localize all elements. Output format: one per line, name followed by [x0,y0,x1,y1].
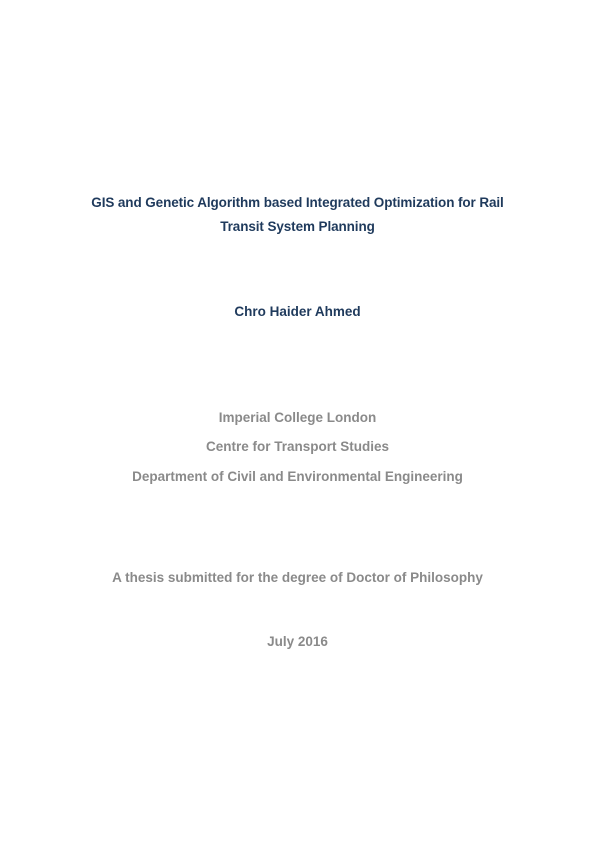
submission-date: July 2016 [267,634,328,649]
institution-name: Imperial College London [218,410,377,425]
centre-name: Centre for Transport Studies [205,439,390,454]
degree-statement: A thesis submitted for the degree of Doctor of Philosophy [112,570,483,585]
department-name: Department of Civil and Environmental Engineering [132,469,463,484]
thesis-title-line-1: GIS and Genetic Algorithm based Integrated Optimization for Rail [91,195,504,210]
thesis-title-line-2: Transit System Planning [220,219,375,234]
author-name: Chro Haider Ahmed [234,304,361,319]
